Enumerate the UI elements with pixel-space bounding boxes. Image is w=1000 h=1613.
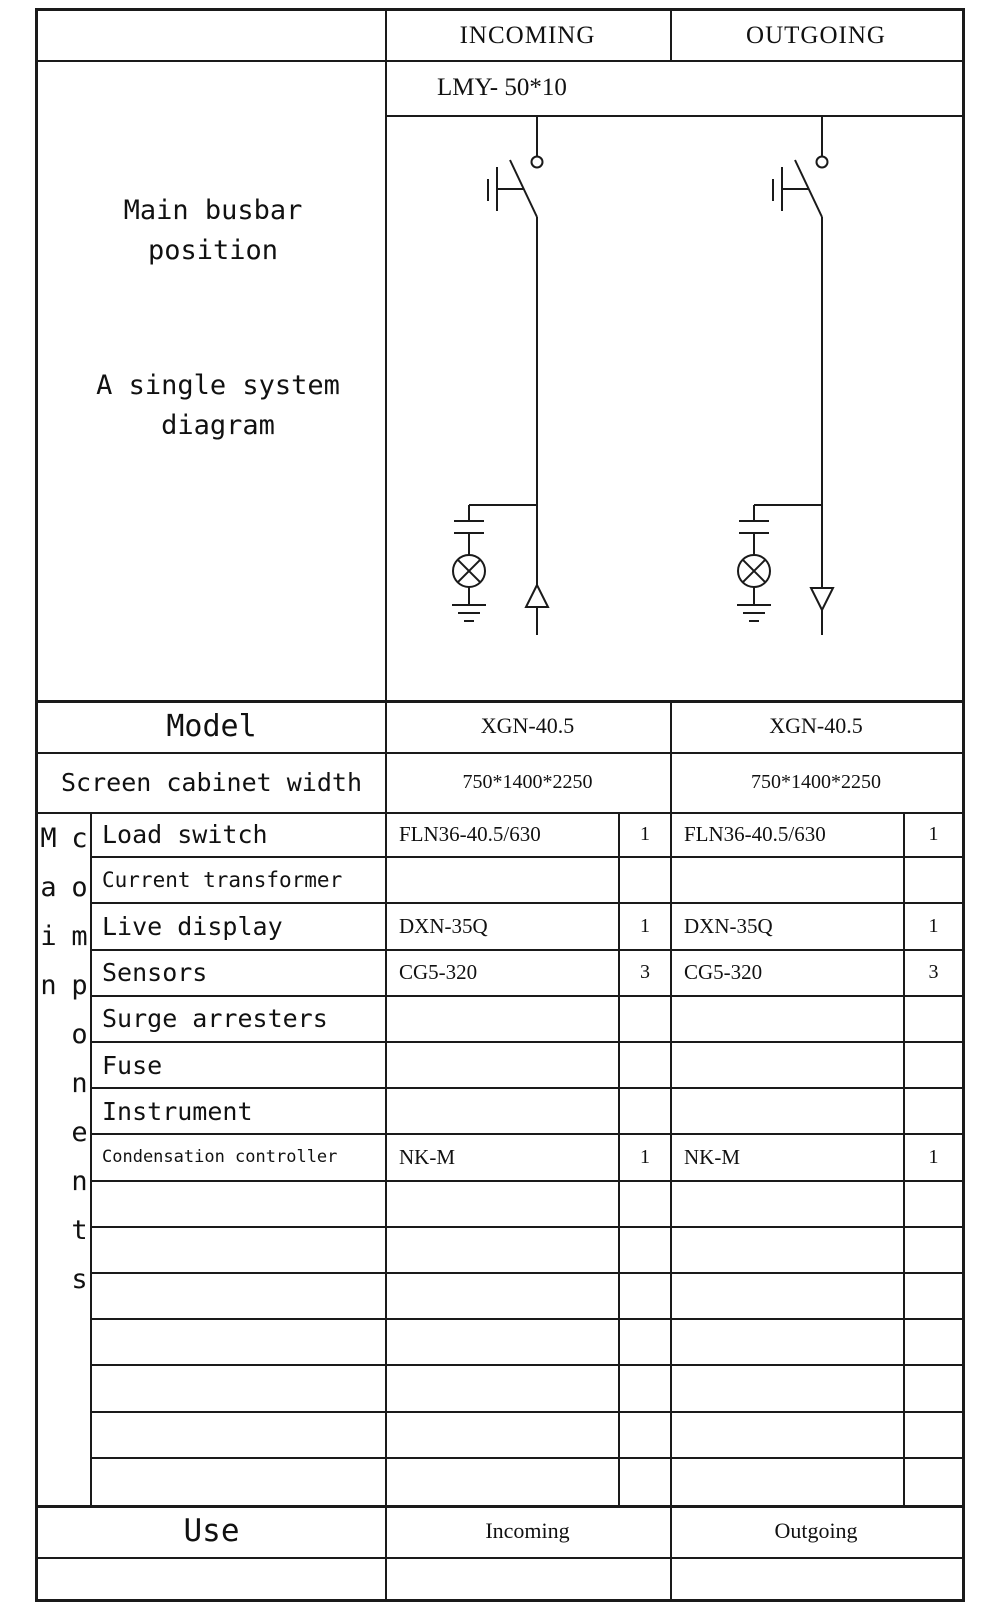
- component-name: Instrument: [90, 1089, 385, 1135]
- component-outgoing-model: [670, 1274, 905, 1320]
- component-incoming-qty: [620, 1043, 670, 1089]
- bottom-empty-cell: [38, 1557, 385, 1599]
- component-outgoing-qty: [905, 858, 962, 904]
- component-outgoing-qty: [905, 1228, 962, 1274]
- component-outgoing-qty: 1: [905, 1135, 962, 1181]
- components-group-label-wrap: [33, 823, 95, 1503]
- component-incoming-qty: [620, 1089, 670, 1135]
- component-outgoing-qty: [905, 1366, 962, 1412]
- cabinet-width-row-label: Screen cabinet width: [60, 767, 363, 797]
- spec-table: [35, 8, 965, 1602]
- component-incoming-model: [385, 1089, 620, 1135]
- component-outgoing-qty: 1: [905, 812, 962, 858]
- component-name: Surge arresters: [90, 997, 385, 1043]
- component-outgoing-model: [670, 1320, 905, 1366]
- component-incoming-model: [385, 1043, 620, 1089]
- component-outgoing-model: NK-M: [670, 1135, 905, 1181]
- use-outgoing-value: Outgoing: [774, 1518, 858, 1543]
- incoming-feeder: [452, 115, 548, 635]
- component-name: Live display: [90, 904, 385, 950]
- component-name: Fuse: [90, 1043, 385, 1089]
- components-group-label: Main components: [33, 823, 95, 1313]
- component-outgoing-model: [670, 1413, 905, 1459]
- component-outgoing-model: [670, 1228, 905, 1274]
- component-name: [90, 1459, 385, 1505]
- component-incoming-model: [385, 1274, 620, 1320]
- component-incoming-model: [385, 858, 620, 904]
- components-table: [90, 812, 962, 1505]
- component-incoming-qty: [620, 858, 670, 904]
- component-incoming-model: [385, 1413, 620, 1459]
- component-incoming-model: [385, 997, 620, 1043]
- main-busbar-position-label: Main busbar position: [123, 194, 319, 266]
- component-name: [90, 1413, 385, 1459]
- incoming-arrow-up-icon: [526, 585, 548, 607]
- component-incoming-qty: 1: [620, 904, 670, 950]
- component-incoming-model: CG5-320: [385, 951, 620, 997]
- component-outgoing-qty: 1: [905, 904, 962, 950]
- component-incoming-qty: [620, 1366, 670, 1412]
- component-outgoing-model: [670, 858, 905, 904]
- component-incoming-qty: [620, 1182, 670, 1228]
- component-incoming-qty: [620, 1413, 670, 1459]
- outgoing-arrow-down-icon: [811, 588, 833, 610]
- use-incoming-value: Incoming: [485, 1518, 570, 1543]
- component-name: Current transformer: [90, 858, 385, 904]
- component-incoming-qty: [620, 997, 670, 1043]
- component-incoming-model: DXN-35Q: [385, 904, 620, 950]
- header-incoming: INCOMING: [459, 21, 596, 49]
- component-incoming-model: [385, 1228, 620, 1274]
- component-outgoing-qty: [905, 1089, 962, 1135]
- component-incoming-model: [385, 1320, 620, 1366]
- component-outgoing-model: CG5-320: [670, 951, 905, 997]
- outgoing-switch-contact-icon: [817, 157, 828, 168]
- component-outgoing-model: [670, 1182, 905, 1228]
- single-system-diagram-label: A single system diagram: [96, 369, 357, 441]
- component-outgoing-model: [670, 1089, 905, 1135]
- single-line-diagram: [385, 115, 962, 700]
- component-incoming-qty: 3: [620, 951, 670, 997]
- component-name: Condensation controller: [90, 1135, 385, 1181]
- component-name: Load switch: [90, 812, 385, 858]
- model-incoming-value: XGN-40.5: [480, 713, 575, 738]
- component-outgoing-qty: [905, 1320, 962, 1366]
- outgoing-feeder: [737, 115, 833, 635]
- component-outgoing-qty: [905, 1459, 962, 1505]
- component-outgoing-qty: [905, 1413, 962, 1459]
- model-row-label: Model: [166, 708, 257, 744]
- component-outgoing-model: [670, 1459, 905, 1505]
- component-name: [90, 1320, 385, 1366]
- component-name: Sensors: [90, 951, 385, 997]
- use-row-label: Use: [183, 1513, 240, 1549]
- component-outgoing-model: [670, 1043, 905, 1089]
- component-outgoing-model: DXN-35Q: [670, 904, 905, 950]
- component-outgoing-qty: [905, 1182, 962, 1228]
- component-name: [90, 1366, 385, 1412]
- component-incoming-model: [385, 1182, 620, 1228]
- component-incoming-qty: [620, 1228, 670, 1274]
- component-outgoing-qty: [905, 997, 962, 1043]
- component-incoming-model: [385, 1459, 620, 1505]
- component-incoming-qty: [620, 1320, 670, 1366]
- component-outgoing-qty: 3: [905, 951, 962, 997]
- component-incoming-qty: [620, 1274, 670, 1320]
- header-outgoing: OUTGOING: [746, 21, 886, 49]
- component-outgoing-qty: [905, 1043, 962, 1089]
- cabinet-width-incoming-value: 750*1400*2250: [462, 770, 593, 793]
- model-outgoing-value: XGN-40.5: [769, 713, 863, 738]
- component-incoming-model: [385, 1366, 620, 1412]
- component-outgoing-model: [670, 997, 905, 1043]
- component-name: [90, 1228, 385, 1274]
- component-outgoing-qty: [905, 1274, 962, 1320]
- cabinet-width-outgoing-value: 750*1400*2250: [751, 770, 881, 793]
- component-incoming-qty: 1: [620, 812, 670, 858]
- component-incoming-model: NK-M: [385, 1135, 620, 1181]
- incoming-switch-contact-icon: [532, 157, 543, 168]
- component-incoming-qty: 1: [620, 1135, 670, 1181]
- component-outgoing-model: [670, 1366, 905, 1412]
- component-incoming-qty: [620, 1459, 670, 1505]
- component-name: [90, 1274, 385, 1320]
- component-name: [90, 1182, 385, 1228]
- component-outgoing-model: FLN36-40.5/630: [670, 812, 905, 858]
- busbar-label: LMY- 50*10: [437, 73, 567, 101]
- component-incoming-model: FLN36-40.5/630: [385, 812, 620, 858]
